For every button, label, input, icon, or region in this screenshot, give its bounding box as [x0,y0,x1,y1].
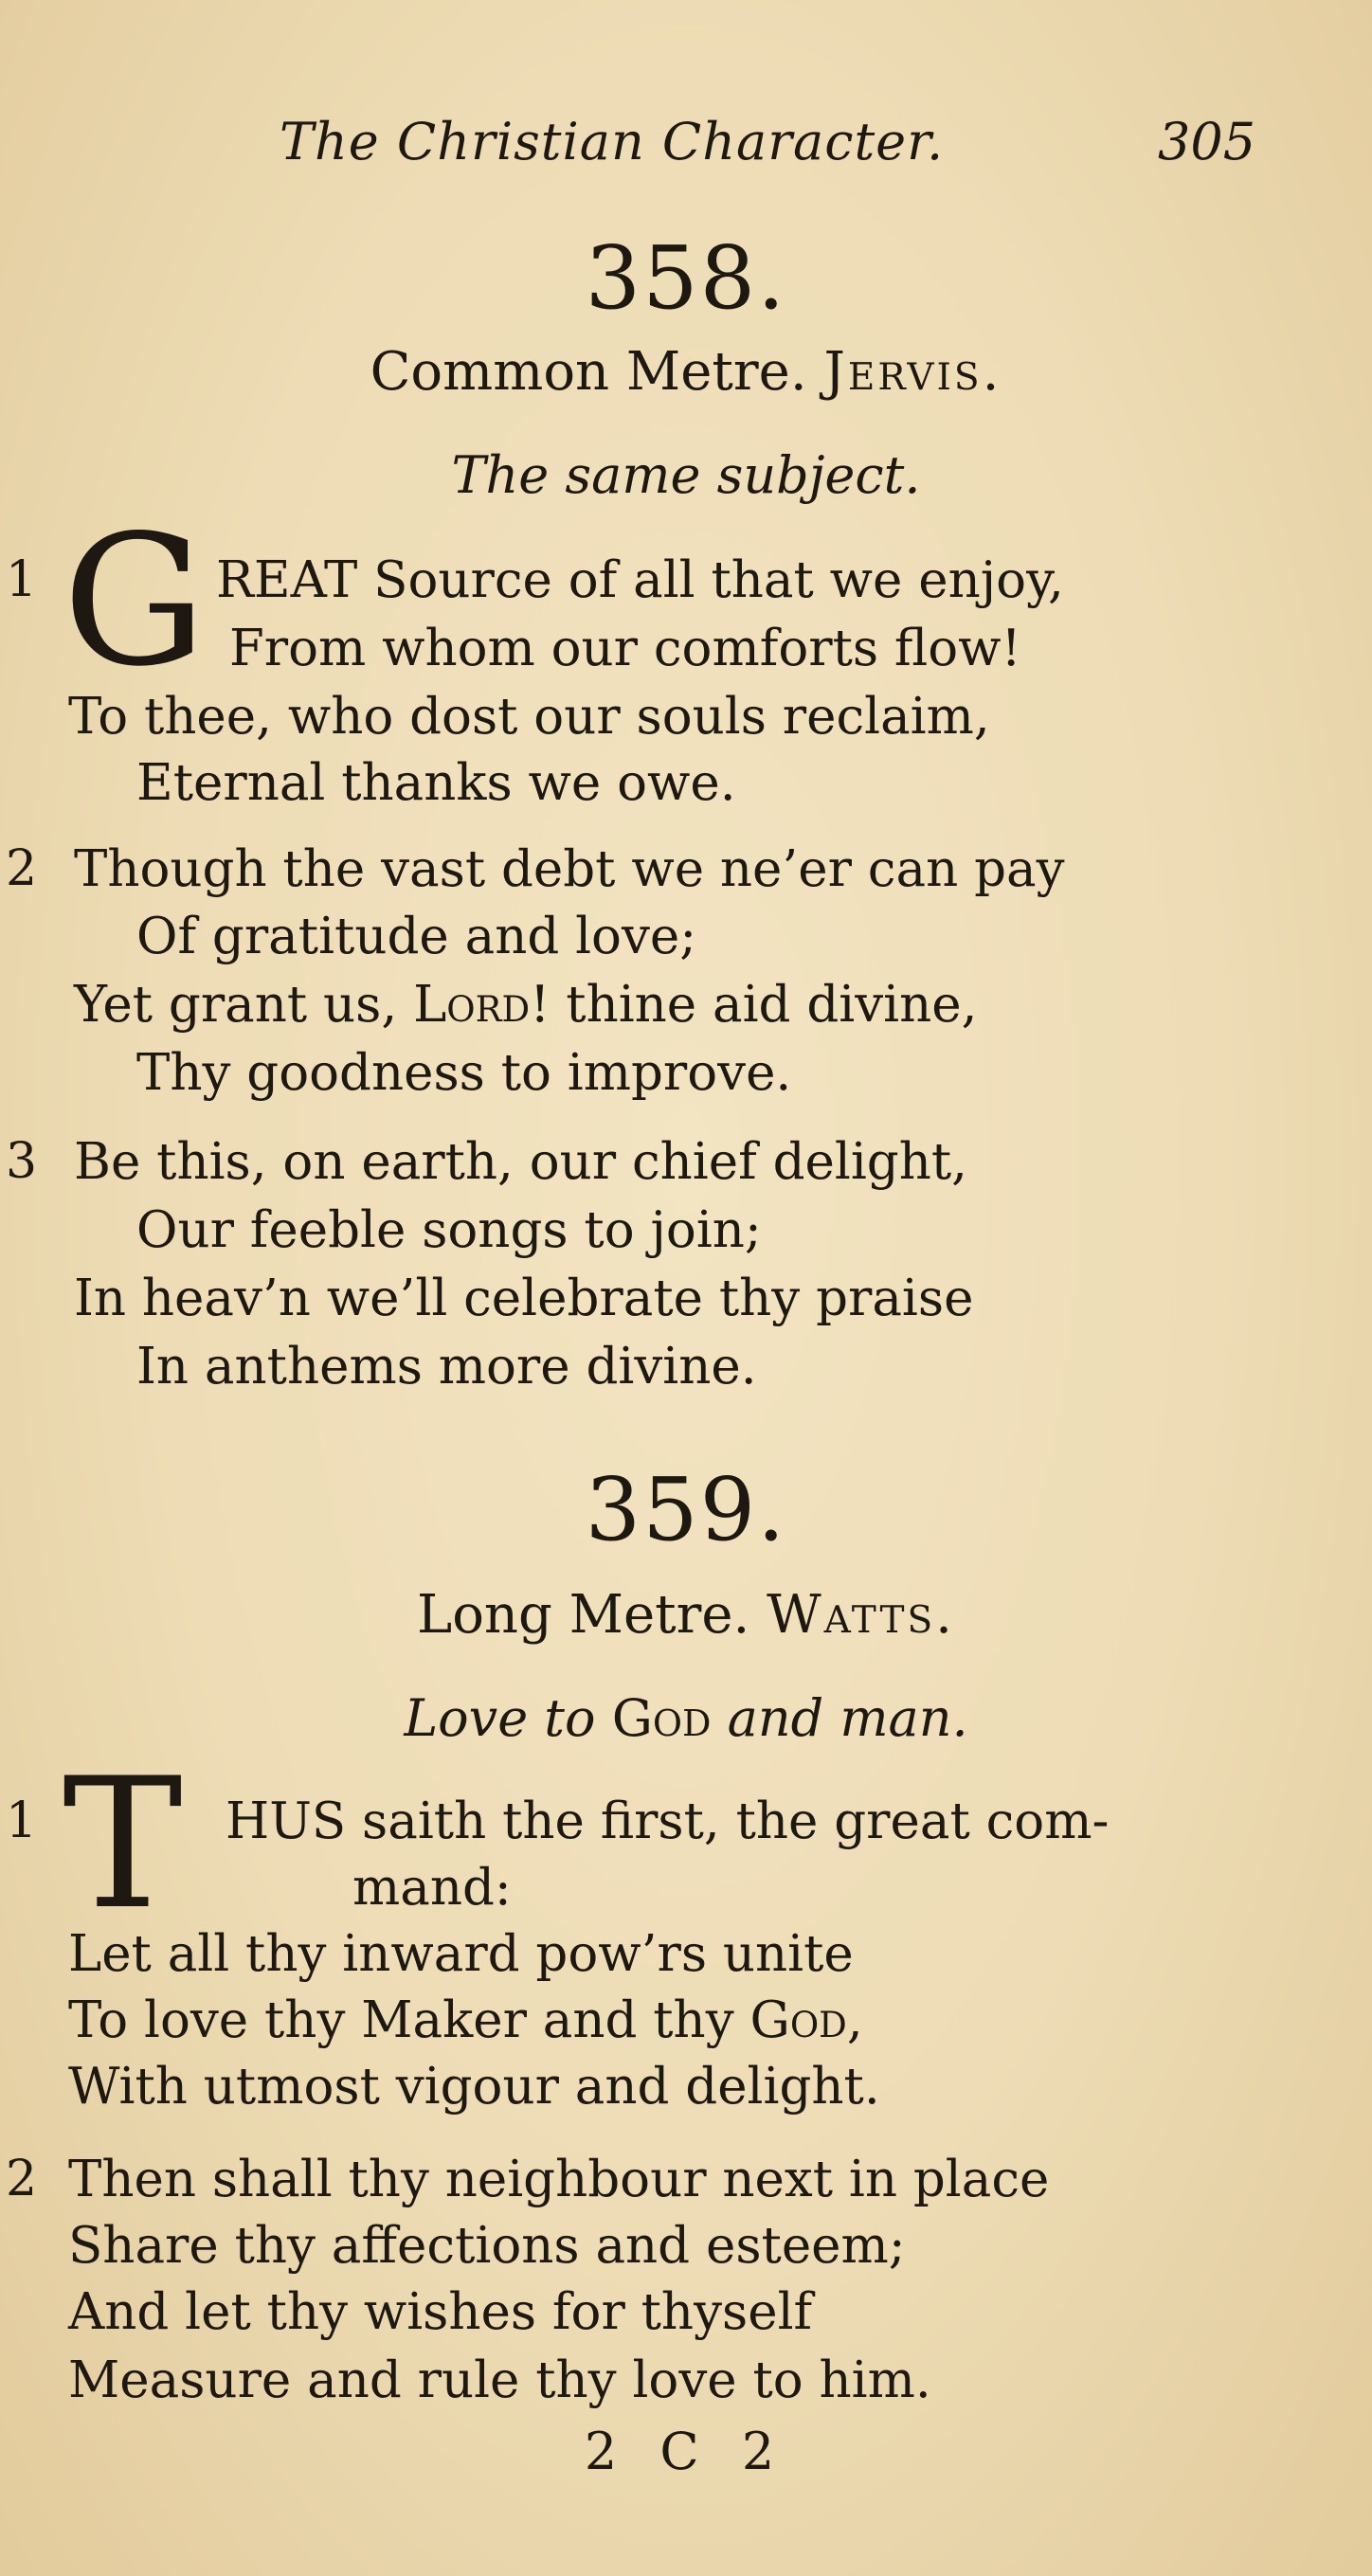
verse-line: Be this, on earth, our chief delight, [74,1133,967,1191]
hymn-meter-line [0,1584,1372,1646]
hymn-meter-line [0,341,1372,403]
verse-line: With utmost vigour and delight. [68,2058,880,2116]
verse-line: Though the vast debt we ne’er can pay [74,840,1065,898]
verse-line: From whom our comforts flow! [229,620,1021,677]
verse-number: 3 [6,1133,38,1190]
verse-number: 2 [6,2151,38,2207]
verse-line: Let all thy inward pow’rs unite [68,1925,854,1983]
verse-line: Measure and rule thy love to him. [68,2351,931,2409]
verse-number: 1 [6,551,38,608]
verse-line: In anthems more divine. [136,1338,757,1396]
verse-line: Our feeble songs to join; [136,1201,762,1259]
divine-name: God [611,1688,712,1748]
verse-line: In heav’n we’ll celebrate thy praise [74,1270,974,1327]
drop-cap: G [63,496,207,706]
verse-line: Then shall thy neighbour next in place [68,2151,1050,2208]
verse-line: Of gratitude and love; [136,908,697,965]
signature-mark: 2 C 2 [584,2422,788,2481]
divine-name: God [749,1991,847,2049]
drop-cap: T [63,1739,183,1949]
verse-line: Thy goodness to improve. [136,1044,792,1102]
page-number: 305 [1158,112,1256,171]
verse-line: To love thy Maker and thy God, [68,1991,863,2049]
verse-line: And let thy wishes for thyself [68,2283,813,2341]
verse-line: Share thy affections and esteem; [68,2217,906,2275]
hymn-meter: Long Metre. [417,1584,750,1646]
verse-line: REAT Source of all that we enjoy, [216,551,1064,609]
hymn-author: Watts. [767,1584,955,1646]
hymn-number: 359. [585,1459,787,1560]
verse-number: 1 [6,1792,38,1849]
verse-line: Yet grant us, Lord! thine aid divine, [74,976,978,1034]
hymn-meter: Common Metre. [370,341,807,403]
hymn-author: Jervis. [823,341,1002,403]
verse-line: To thee, who dost our souls reclaim, [68,688,990,746]
verse-line: Eternal thanks we owe. [136,754,736,812]
running-head-title: The Christian Character. [280,112,945,171]
hymn-subject: Love to God and man. [404,1688,968,1748]
hymn-number: 358. [585,227,787,329]
verse-line: HUS saith the first, the great com- [226,1792,1110,1850]
hymn-subject: The same subject. [451,445,921,505]
verse-line: mand: [352,1859,512,1917]
verse-number: 2 [6,840,38,897]
divine-name: Lord [413,976,531,1034]
